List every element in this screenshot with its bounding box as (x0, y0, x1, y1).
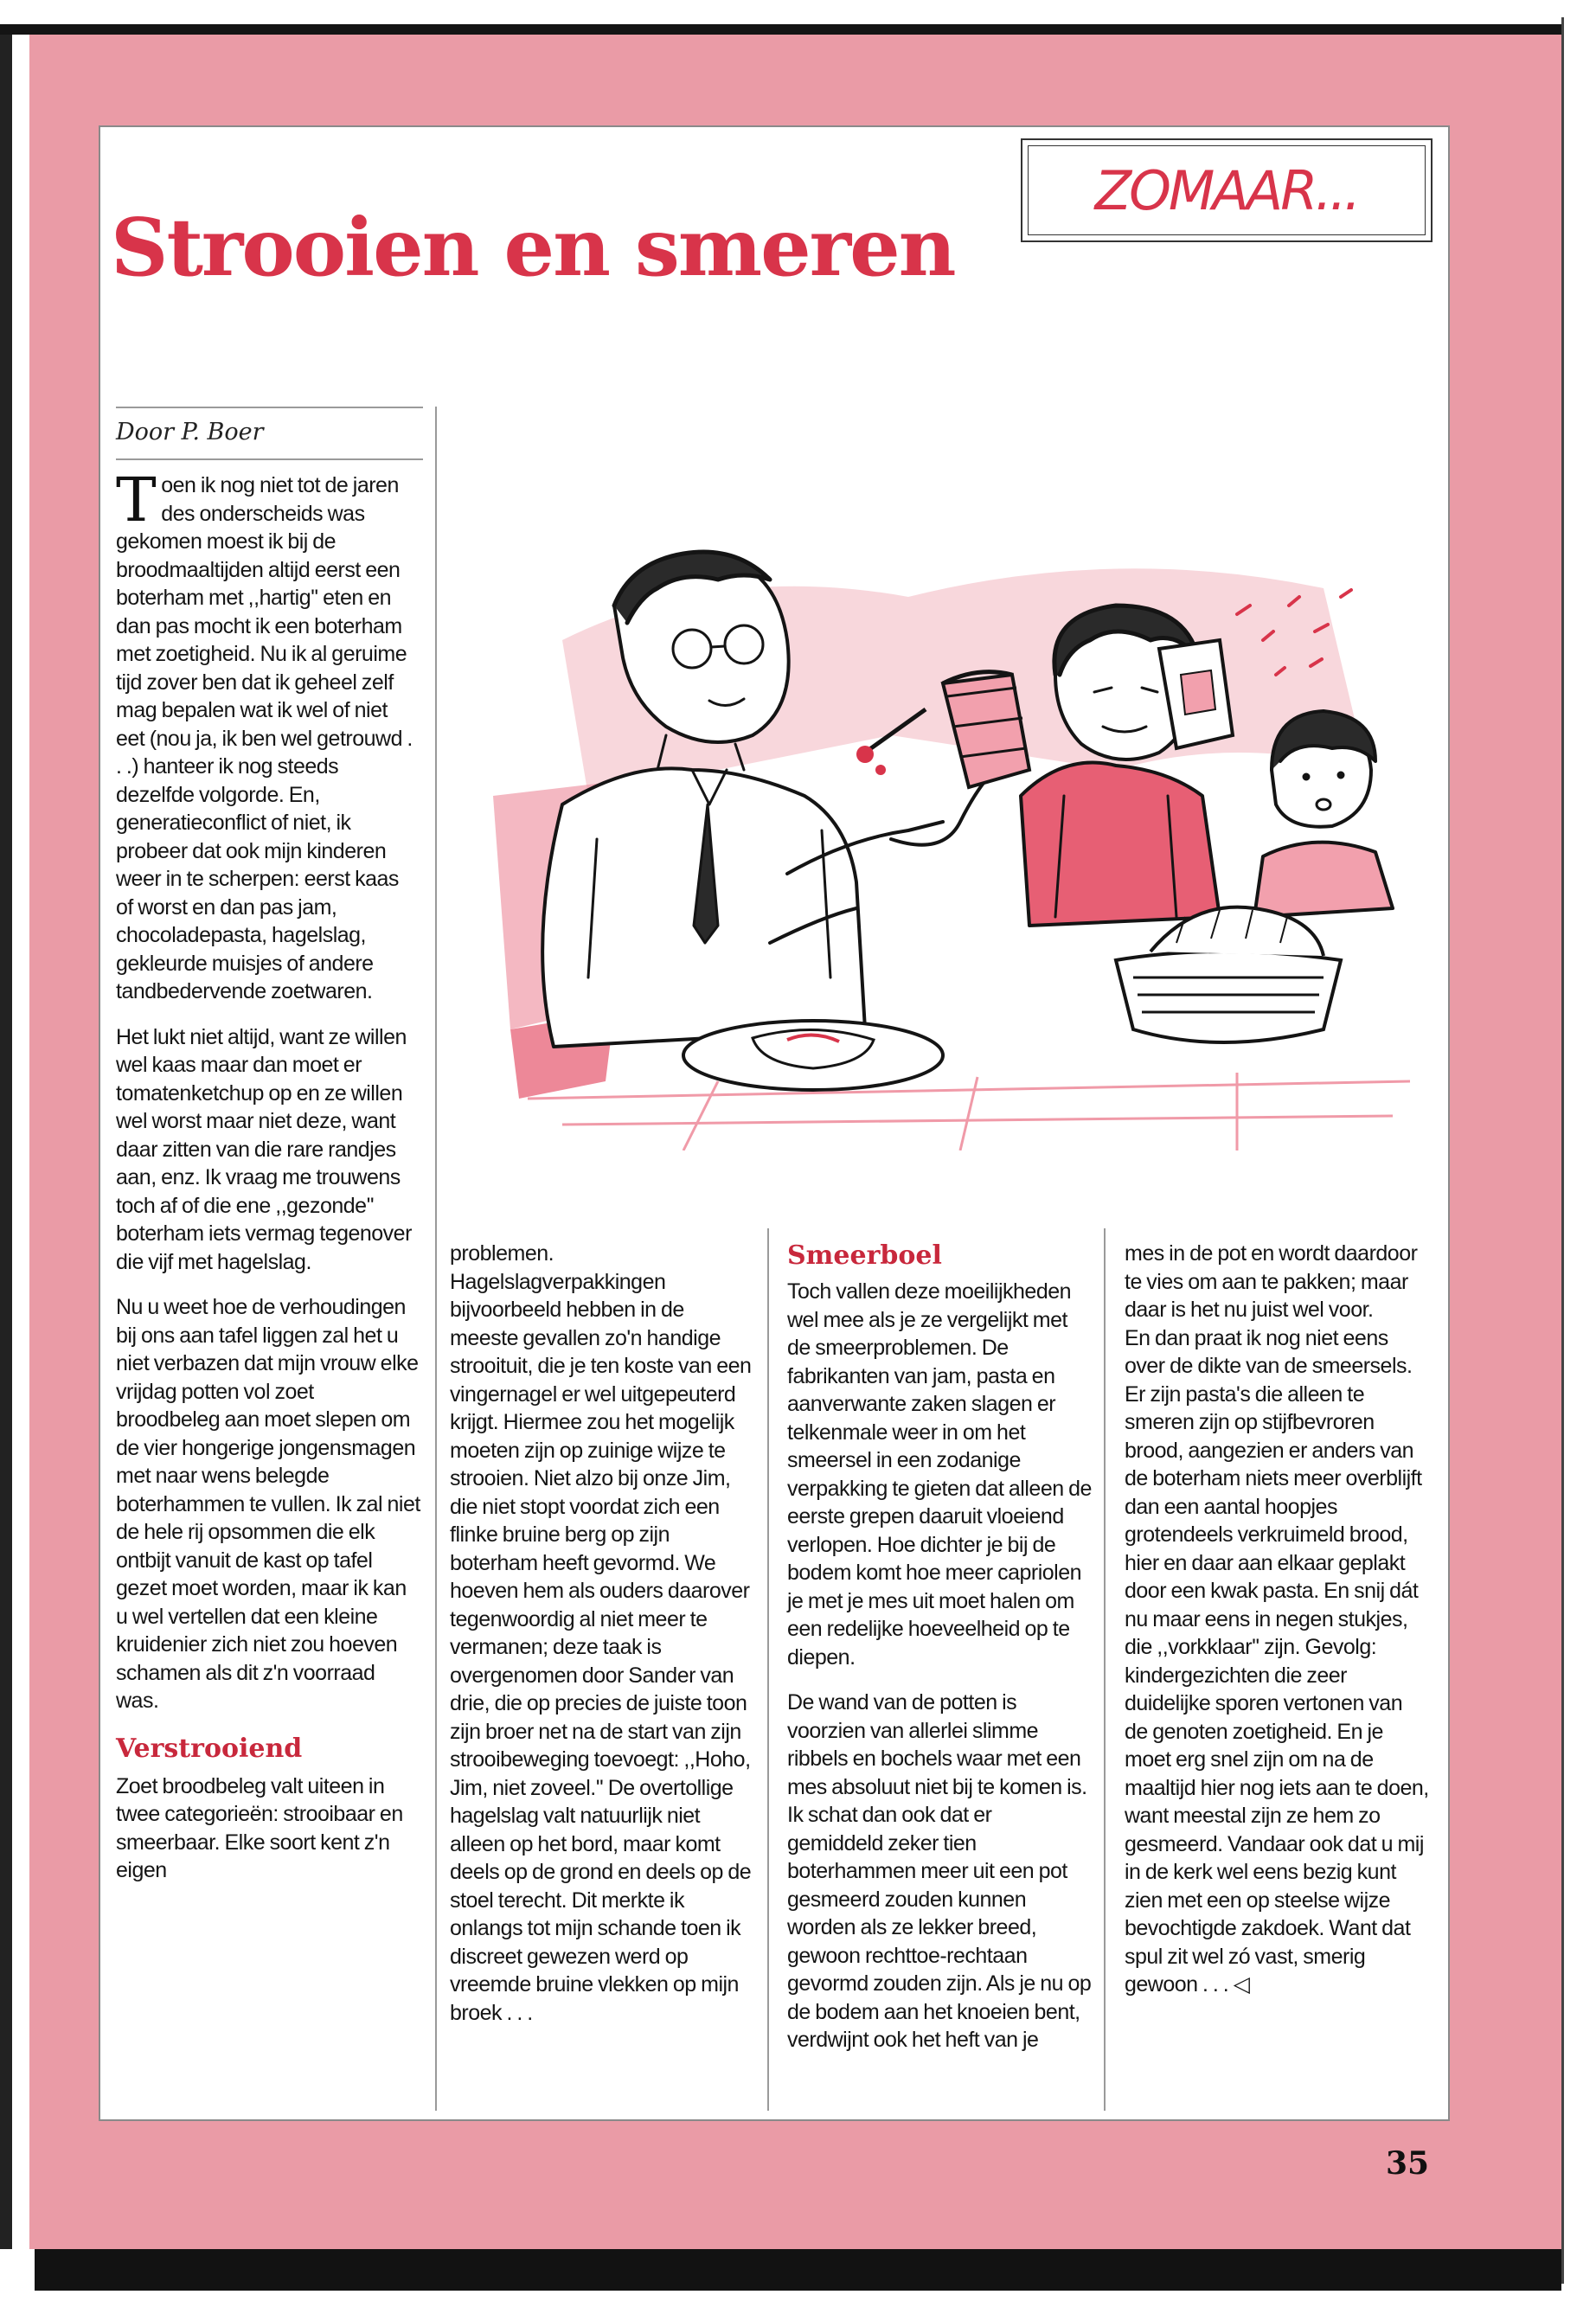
byline: Door P. Boer (116, 419, 264, 445)
scan-right-edge (1561, 17, 1564, 2284)
family-breakfast-illustration (458, 510, 1436, 1150)
bread-basket (1116, 907, 1341, 1042)
column-3 (787, 1240, 1092, 2054)
small-boy-figure (1254, 711, 1393, 917)
body-paragraph-3: Nu u weet hoe de verhoudingen bij ons aan tafel liggen zal het u niet verbazen dat mijn vrouw elke vrijdag potten vol zoet broodbeleg aan moet slepen om de vier hongerige jongensmagen met naar wens belegde boterhammen te vullen. Ik zal niet de hele rij opsommen die elk ontbijt vanuit de kast op tafel gezet moet worden, maar ik kan u wel vertellen dat een kleine kruidenier zich niet zou hoeven schamen als dit z'n voorraad was. (116, 1295, 420, 1713)
col3-paragraph-1: Toch vallen deze moeilijkheden wel mee als je ze vergelijkt met de smeerproblemen. De fabrikanten van jam, pasta en aanverwante zaken slagen er telkenmale weer in om het smeersel in een zodanige verpakking te gieten dat alleen de eerste grepen daaruit vloeiend verlopen. Hoe dichter je bij de bodem komt hoe meer capriolen je met je mes uit moet halen om een redelijke hoeveelheid op te diepen. (787, 1279, 1092, 1670)
plate (683, 1021, 943, 1090)
column-rule-2 (767, 1228, 769, 2111)
section-label-box (1021, 138, 1433, 242)
subheading-verstrooiend: Verstrooiend (116, 1733, 303, 1764)
column-rule-1 (435, 407, 437, 2111)
byline-rule-top (116, 407, 423, 408)
scan-bottom-edge (35, 2249, 1561, 2291)
scan-right-margin (1561, 17, 1596, 2301)
page-number: 35 (1386, 2145, 1430, 2182)
col4-paragraph-1: mes in de pot en wordt daardoor te vies om aan te pakken; maar daar is het nu juist wel voor. (1125, 1241, 1418, 1322)
scan-top-edge (0, 24, 1596, 35)
column-2 (450, 1240, 754, 2027)
body-paragraph-2: Het lukt niet altijd, want ze willen wel kaas maar dan moet er tomatenketchup op en ze willen wel worst maar niet deze, want daar zitten van die rare randjes aan, enz. Ik vraag me trouwens toch af of die ene ,,gezonde'' boterham iets vermag tegenover die vijf met hagelslag. (116, 1024, 412, 1274)
column-rule-3 (1104, 1228, 1106, 2111)
lead-paragraph-text: oen ik nog niet tot de jaren des onderscheids was gekomen moest ik bij de broodmaaltijden altijd eerst een boterham met ,,hartig'' eten en dan pas mocht ik een boterham met zoetigheid. Nu ik al geruime tijd zover ben dat ik geheel zelf mag bepalen wat ik wel of niet eet (nou ja, ik ben wel getrouwd . . .) hanteer ik nog steeds dezelfde volgorde. En, generatieconflict of niet, ik probeer dat ook mijn kinderen weer in te scherpen: eerst kaas of worst en dan pas jam, chocoladepasta, hagelslag, gekleurde muisjes of andere tandbedervende zoetwaren. (116, 473, 413, 1003)
article-title: Strooien en smeren (111, 201, 955, 294)
drop-cap: T (116, 465, 157, 535)
col2-paragraph-1: problemen. Hagelslagverpakkingen bijvoorbeeld hebben in de meeste gevallen zo'n handige strooituit, die je ten koste van een vingernagel er wel uitgepeuterd krijgt. Hiermee zou het mogelijk moeten zijn op zuinige wijze te strooien. Niet alzo bij onze Jim, die niet stopt voordat zich een flinke bruine berg op zijn boterham heeft gevormd. We hoeven hem als ouders daarover tegenwoordig al niet meer te vermanen; deze taak is overgenomen door Sander van drie, die op precies de juiste toon zijn broer net na de start van zijn strooibeweging toevoegt: ,,Hoho, Jim, niet zoveel.'' De overtollige hagelslag valt natuurlijk niet alleen op het bord, maar komt deels op de grond en deels op de stoel terecht. Dit merkte ik onlangs tot mijn schande toen ik discreet gewezen werd op vreemde bruine vlekken op mijn broek . . . (450, 1241, 752, 2025)
section-label: ZOMAAR... (1094, 158, 1359, 222)
column-1 (116, 465, 420, 1885)
lead-paragraph (116, 465, 420, 1006)
col3-paragraph-2: De wand van de potten is voorzien van allerlei slimme ribbels en bochels waar met een mes absoluut niet bij te komen is. Ik schat dan ook dat er gemiddeld zeker tien boterhammen meer uit een pot gesmeerd zouden kunnen worden als ze lekker breed, gewoon rechttoe-rechtaan gevormd zouden zijn. Als je nu op de bodem aan het knoeien bent, verdwijnt ook het heft van je (787, 1690, 1092, 2052)
byline-rule-bottom (116, 458, 423, 460)
body-paragraph-4: Zoet broodbeleg valt uiteen in twee categorieën: strooibaar en smeerbaar. Elke soort kent z'n eigen (116, 1773, 403, 1882)
subheading-smeerboel: Smeerboel (787, 1240, 942, 1271)
scan-left-edge (0, 35, 12, 2249)
column-4 (1125, 1240, 1429, 1999)
tablecloth-lines (528, 1073, 1410, 1150)
section-label-inner-frame (1028, 145, 1426, 235)
col4-paragraph-2: En dan praat ik nog niet eens over de dikte van de smeersels. Er zijn pasta's die alleen te smeren zijn op stijfbevroren brood, aangezien er anders van de boterham niets meer overblijft dan een aantal hoopjes grotendeels verkruimeld brood, hier en daar aan elkaar geplakt door een kwak pasta. En snij dát nu maar eens in negen stukjes, die ,,vorkklaar'' zijn. Gevolg: kindergezichten die zeer duidelijke sporen vertonen van de genoten zoetigheid. En je moet erg snel zijn om na de maaltijd hier nog iets aan te doen, want meestal zijn ze hem zo gesmeerd. Vandaar ook dat u mij in de kerk wel eens bezig kunt zien met een op steelse wijze bevochtigde zakdoek. Want dat spul zit wel zó vast, smerig gewoon . . . ◁ (1125, 1325, 1429, 1997)
